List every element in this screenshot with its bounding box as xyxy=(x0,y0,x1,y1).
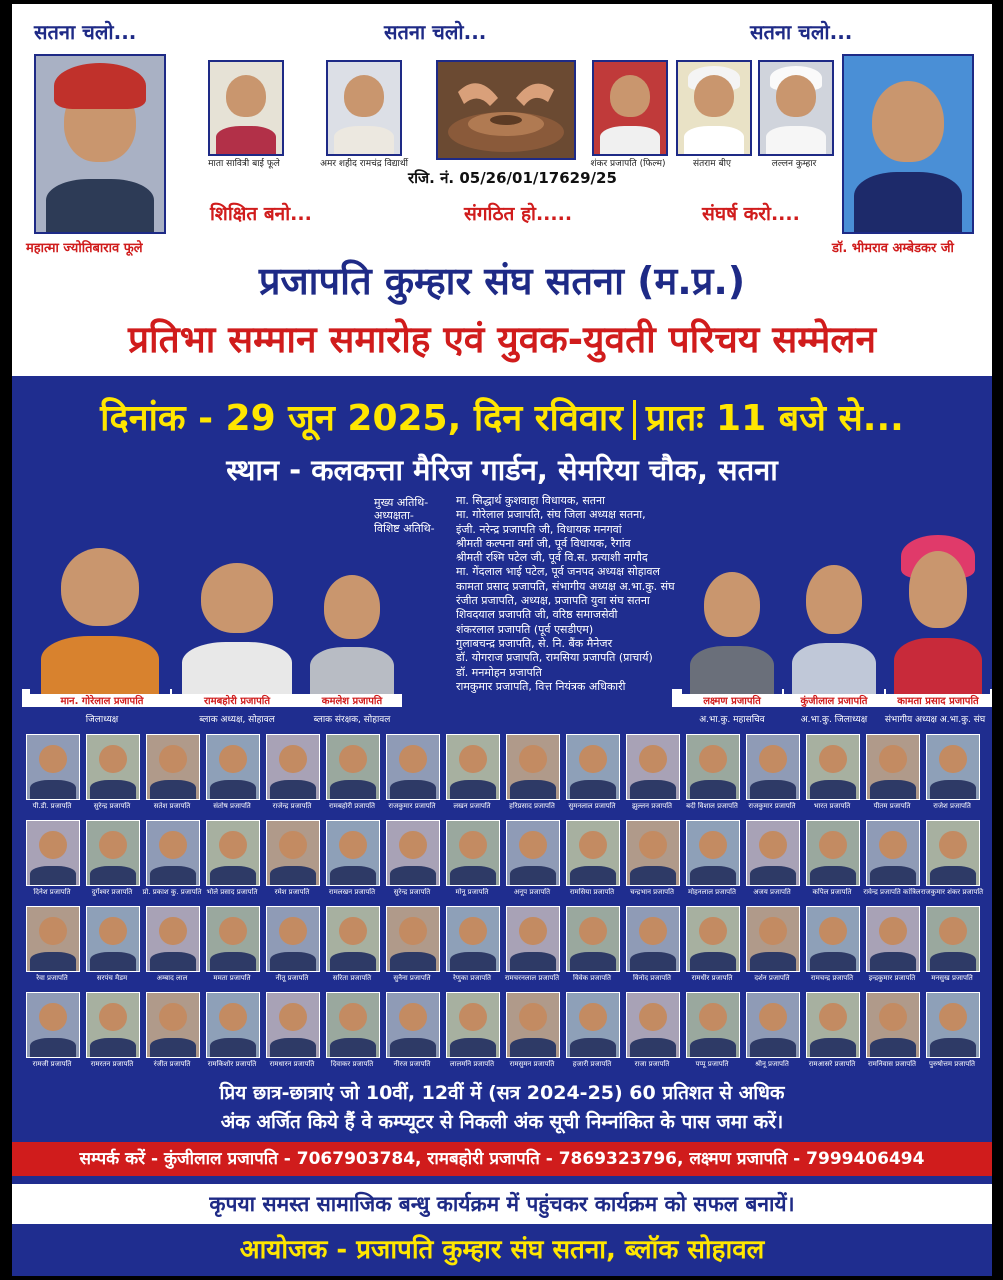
member-name: रेणुका प्रजापति xyxy=(452,974,492,982)
member-photo xyxy=(86,734,140,800)
member-photo xyxy=(26,992,80,1058)
leader-role: जिलाध्यक्ष xyxy=(85,715,119,725)
member-photo xyxy=(506,734,560,800)
member-name: हजारी प्रजापति xyxy=(572,1060,612,1068)
ambedkar-caption: डॉ. भीमराव अम्बेडकर जी xyxy=(832,241,954,256)
member-photo xyxy=(506,992,560,1058)
guest-item: इंजी. नरेन्द्र प्रजापति जी, विधायक मनगवां xyxy=(456,522,622,536)
event-poster xyxy=(12,4,992,1276)
guest-item: रंजीत प्रजापति, अध्यक्ष, प्रजापति युवा संघ सतना xyxy=(456,594,650,608)
member-name: मोनू प्रजापति xyxy=(455,888,489,896)
lallan-portrait xyxy=(758,60,834,156)
event-time: प्रातः 11 बजे से... xyxy=(645,398,904,439)
leader-role: संभागीय अध्यक्ष अ.भा.कु. संघ xyxy=(884,715,986,725)
member-name: रंजीत प्रजापति xyxy=(153,1060,191,1068)
member-name: लालमनि प्रजापति xyxy=(449,1060,495,1068)
member-photo xyxy=(806,906,860,972)
member-name: झुल्लन प्रजापति xyxy=(631,802,673,810)
member-photo xyxy=(326,906,380,972)
member-photo xyxy=(686,734,740,800)
contact-bar: सम्पर्क करें - कुंजीलाल प्रजापति - 7067903784, रामबहोरी प्रजापति - 7869323796, लक्ष्मण प्रजापति - 7999406494 xyxy=(12,1142,992,1176)
motto-organize: संगठित हो..... xyxy=(464,203,573,225)
leader-name: कामता प्रसाद प्रजापति xyxy=(897,696,979,707)
shankar-portrait xyxy=(592,60,668,156)
guest-item: डॉ. योगराज प्रजापति, रामसिया प्रजापति (प्राचार्य) xyxy=(456,651,653,665)
leader-photo-kamlesh xyxy=(302,556,402,694)
member-name: हरिप्रसाद प्रजापति xyxy=(509,802,555,810)
member-name: अजय प्रजापति xyxy=(753,888,791,896)
member-name: रमेश प्रजापति xyxy=(274,888,310,896)
organization-title: प्रजापति कुम्हार संघ सतना (म.प्र.) xyxy=(258,259,746,303)
phule-caption: महात्मा ज्योतिबाराव फूले xyxy=(26,241,143,256)
member-photo xyxy=(506,820,560,886)
member-photo xyxy=(926,734,980,800)
member-photo xyxy=(266,734,320,800)
ramchandra-caption: अमर शहीद रामचंद्र विद्यार्थी xyxy=(320,159,408,169)
phule-portrait xyxy=(34,54,166,234)
member-photo xyxy=(746,992,800,1058)
member-name: रामसिया प्रजापति xyxy=(569,888,615,896)
chalo-left-text: सतना चलो... xyxy=(34,20,137,44)
member-photo xyxy=(686,906,740,972)
member-photo xyxy=(26,906,80,972)
member-name: बदी विशाल प्रजापति xyxy=(686,802,738,810)
member-photo xyxy=(746,906,800,972)
leader-role: अ.भा.कु. महासचिव xyxy=(699,715,765,725)
notice-line: प्रिय छात्र-छात्राएं जो 10वीं, 12वीं में (सत्र 2024-25) 60 प्रतिशत से अधिक xyxy=(219,1082,785,1104)
member-name: राजेन्द्र प्रजापति xyxy=(272,802,312,810)
poster-header xyxy=(12,4,992,376)
member-name: विवेक प्रजापति xyxy=(573,974,611,982)
event-date-line xyxy=(12,392,992,441)
member-name: रामसुमन प्रजापति xyxy=(509,1060,555,1068)
member-name: रामजी प्रजापति xyxy=(32,1060,72,1068)
guest-item: गुलाबचन्द्र प्रजापति, से. नि. बैंक मैनेजर xyxy=(456,636,613,650)
member-name: राजकुमार प्रजापति xyxy=(388,802,436,810)
shankar-caption: शंकर प्रजापति (फिल्म) xyxy=(590,159,666,169)
member-name: सरिता प्रजापति xyxy=(332,974,372,982)
member-name: संतोष प्रजापति xyxy=(213,802,251,810)
member-photo xyxy=(446,906,500,972)
member-name: रामधारन प्रजापति xyxy=(269,1060,315,1068)
member-photo xyxy=(326,734,380,800)
member-photo xyxy=(746,820,800,886)
member-name: पीतम प्रजापति xyxy=(873,802,911,810)
member-name: रावेन्द्र प्रजापति कांत्रिल xyxy=(863,888,921,896)
guest-item: मा. गेंदलाल भाई पटेल, पूर्व जनपद अध्यक्ष सोहावल xyxy=(456,565,661,579)
leader-photo-goreylal xyxy=(30,524,170,694)
member-name: रामचरनलाल प्रजापति xyxy=(504,974,560,982)
santram-caption: संतराम बीए xyxy=(693,159,731,169)
member-name: दर्शन प्रजापति xyxy=(754,974,790,982)
member-name: रामबहोरी प्रजापति xyxy=(328,802,376,810)
member-photo xyxy=(626,992,680,1058)
member-name: ममता प्रजापति xyxy=(213,974,251,982)
pottery-wheel-photo xyxy=(436,60,576,160)
member-photo xyxy=(926,906,980,972)
member-photo xyxy=(626,734,680,800)
leader-photo-laxman xyxy=(682,552,782,694)
member-photo xyxy=(626,820,680,886)
leader-name: रामबहोरी प्रजापति xyxy=(203,696,271,707)
member-name: राजा प्रजापति xyxy=(634,1060,670,1068)
member-name: प्रो. प्रकाश कु. प्रजापति xyxy=(142,888,202,896)
leader-name: लक्ष्मण प्रजापति xyxy=(703,696,761,707)
member-photo xyxy=(746,734,800,800)
event-date: दिनांक - 29 जून 2025, दिन रविवार xyxy=(100,398,623,439)
member-name: भारत प्रजापति xyxy=(813,802,851,810)
member-photo xyxy=(26,734,80,800)
member-photo xyxy=(686,820,740,886)
member-photo xyxy=(146,734,200,800)
guest-item: शिवदयाल प्रजापति जी, वरिष्ठ समाजसेवी xyxy=(456,608,618,622)
member-name: सुमनलाल प्रजापति xyxy=(568,802,616,810)
member-name: रामधीर प्रजापति xyxy=(691,974,733,982)
lallan-caption: लल्लन कुम्हार xyxy=(771,159,817,169)
member-photo xyxy=(86,906,140,972)
member-name: अनूप प्रजापति xyxy=(513,888,551,896)
member-photo xyxy=(206,992,260,1058)
member-name: श्रीनू प्रजापति xyxy=(755,1060,789,1068)
member-photo xyxy=(506,906,560,972)
motto-struggle: संघर्ष करो.... xyxy=(702,203,800,225)
member-photo xyxy=(266,906,320,972)
leader-photo-kamta xyxy=(886,528,990,694)
motto-educate: शिक्षित बनो... xyxy=(210,203,312,225)
member-name: रामचन्द्र प्रजापति xyxy=(810,974,854,982)
leader-photo-kunjilal xyxy=(784,544,884,694)
member-photo xyxy=(446,992,500,1058)
member-photo xyxy=(86,820,140,886)
member-photo xyxy=(206,820,260,886)
member-photo xyxy=(926,820,980,886)
member-name: दुर्गेश्वर प्रजापति xyxy=(91,888,133,896)
member-name: नीरज प्रजापति xyxy=(393,1060,431,1068)
member-name: कपिल प्रजापति xyxy=(812,888,852,896)
member-name: राजकुमार प्रजापति xyxy=(748,802,796,810)
leader-role: ब्लाक संरक्षक, सोहावल xyxy=(313,715,391,725)
member-photo xyxy=(926,992,980,1058)
member-photo xyxy=(206,734,260,800)
notice-line: अंक अर्जित किये हैं वे कम्प्यूटर से निकली अंक सूची निम्नांकित के पास जमा करें। xyxy=(220,1111,784,1133)
student-notice xyxy=(12,1079,992,1137)
member-photo xyxy=(266,820,320,886)
leader-role: ब्लाक अध्यक्ष, सोहावल xyxy=(199,715,275,725)
member-name: सरपंच मैडम xyxy=(96,974,128,982)
member-name: रेवा प्रजापति xyxy=(36,974,68,982)
leader-name: मान. गोरेलाल प्रजापति xyxy=(60,696,144,707)
guest-item: कामता प्रसाद प्रजापति, संभागीय अध्यक्ष अ.भा.कु. संघ xyxy=(456,579,675,593)
member-photo xyxy=(866,906,920,972)
member-name: राजकुमार शंकर प्रजापति xyxy=(920,888,984,896)
member-photo xyxy=(146,906,200,972)
member-photo xyxy=(446,820,500,886)
ramchandra-portrait xyxy=(326,60,402,156)
member-photo xyxy=(806,734,860,800)
member-name: राजेश प्रजापति xyxy=(933,802,971,810)
leader-name: कुंजीलाल प्रजापति xyxy=(800,696,868,707)
member-photo xyxy=(326,992,380,1058)
event-venue: स्थान - कलकत्ता मैरिज गार्डन, सेमरिया चौक, सतना xyxy=(226,453,778,487)
member-photo xyxy=(626,906,680,972)
member-photo xyxy=(866,734,920,800)
guest-labels xyxy=(374,496,435,535)
guest-item: मा. सिद्धार्थ कुशवाहा विधायक, सतना xyxy=(456,494,606,507)
member-photo xyxy=(206,906,260,972)
member-photo xyxy=(866,820,920,886)
member-photo xyxy=(326,820,380,886)
chalo-center-text: सतना चलो... xyxy=(384,20,487,44)
member-photo xyxy=(26,820,80,886)
leader-photo-rambahori xyxy=(172,542,302,694)
member-photo xyxy=(806,992,860,1058)
member-name: चन्द्रभान प्रजापति xyxy=(630,888,674,896)
member-photo xyxy=(86,992,140,1058)
member-name: रामआसरे प्रजापति xyxy=(808,1060,856,1068)
member-name: भोले प्रसाद प्रजापति xyxy=(206,888,258,896)
member-name: दिवाकर प्रजापति xyxy=(330,1060,374,1068)
chalo-right-text: सतना चलो... xyxy=(750,20,853,44)
registration-number: रजि. नं. 05/26/01/17629/25 xyxy=(408,169,617,187)
leader-role: अ.भा.कु. जिलाध्यक्ष xyxy=(800,715,868,725)
member-name: रामनिवास प्रजापति xyxy=(868,1060,916,1068)
organizer-line: आयोजक - प्रजापति कुम्हार संघ सतना, ब्लॉक सोहावल xyxy=(239,1235,765,1265)
member-name: सुरेन्द्र प्रजापति xyxy=(93,802,131,810)
ambedkar-portrait xyxy=(842,54,974,234)
date-separator xyxy=(633,400,636,440)
guest-item: श्रीमती कल्पना वर्मा जी, पूर्व विधायक, रैगांव xyxy=(456,536,631,550)
member-photo xyxy=(386,820,440,886)
member-name: लखन प्रजापति xyxy=(453,802,491,810)
member-photo xyxy=(266,992,320,1058)
member-name: रामरतन प्रजापति xyxy=(90,1060,134,1068)
member-photo xyxy=(386,992,440,1058)
guest-item: शंकरलाल प्रजापति (पूर्व एसडीएम) xyxy=(456,622,594,636)
member-photo xyxy=(686,992,740,1058)
member-name: पुरुषोत्तम प्रजापति xyxy=(928,1060,976,1068)
special-guest-label: विशिष्ट अतिथि- xyxy=(374,522,435,535)
appeal-banner: कृपया समस्त सामाजिक बन्धु कार्यक्रम में पहुंचकर कार्यक्रम को सफल बनायें। xyxy=(12,1184,992,1224)
event-title: प्रतिभा सम्मान समारोह एवं युवक-युवती परिचय सम्मेलन xyxy=(127,318,877,361)
member-name: नीतू प्रजापति xyxy=(275,974,309,982)
member-name: सुनैना प्रजापति xyxy=(393,974,431,982)
guest-item: श्रीमती रश्मि पटेल जी, पूर्व वि.स. प्रत्याशी नागौद xyxy=(456,551,648,565)
member-name: रामलखन प्रजापति xyxy=(328,888,376,896)
member-name: विनोद प्रजापति xyxy=(632,974,672,982)
member-photo xyxy=(446,734,500,800)
savitribai-caption: माता सावित्री बाई फूले xyxy=(208,159,280,169)
member-name: सुरेन्द्र प्रजापति xyxy=(393,888,431,896)
member-photo xyxy=(566,906,620,972)
member-photo xyxy=(806,820,860,886)
member-photo xyxy=(146,992,200,1058)
member-name: पप्पू प्रजापति xyxy=(695,1060,729,1068)
member-photo xyxy=(566,734,620,800)
member-name: मोहनलाल प्रजापति xyxy=(688,888,736,896)
member-photo xyxy=(386,734,440,800)
guest-item: रामकुमार प्रजापति, वित्त नियंत्रक अधिकारी xyxy=(456,679,626,693)
member-photo xyxy=(866,992,920,1058)
savitribai-portrait xyxy=(208,60,284,156)
member-name: दिनेश प्रजापति xyxy=(33,888,71,896)
guest-item: डॉ. मनमोहन प्रजापति xyxy=(456,665,542,679)
member-name: सतेश प्रजापति xyxy=(153,802,191,810)
member-name: पी.डी. प्रजापति xyxy=(32,802,72,810)
santram-portrait xyxy=(676,60,752,156)
chief-guest-label: मुख्य अतिथि- xyxy=(374,496,429,509)
member-name: इन्द्रकुमार प्रजापति xyxy=(868,974,916,982)
leader-name: कमलेश प्रजापति xyxy=(321,696,383,707)
member-photo xyxy=(566,992,620,1058)
presided-label: अध्यक्षता- xyxy=(374,509,414,522)
member-name: अम्बाद लाल xyxy=(156,974,188,982)
member-name: मनसुख प्रजापति xyxy=(931,974,973,982)
member-photo xyxy=(566,820,620,886)
member-photo xyxy=(386,906,440,972)
guest-item: मा. गोरेलाल प्रजापति, संघ जिला अध्यक्ष सतना, xyxy=(456,508,646,522)
member-name: रामकिशोर प्रजापति xyxy=(207,1060,257,1068)
member-photo xyxy=(146,820,200,886)
